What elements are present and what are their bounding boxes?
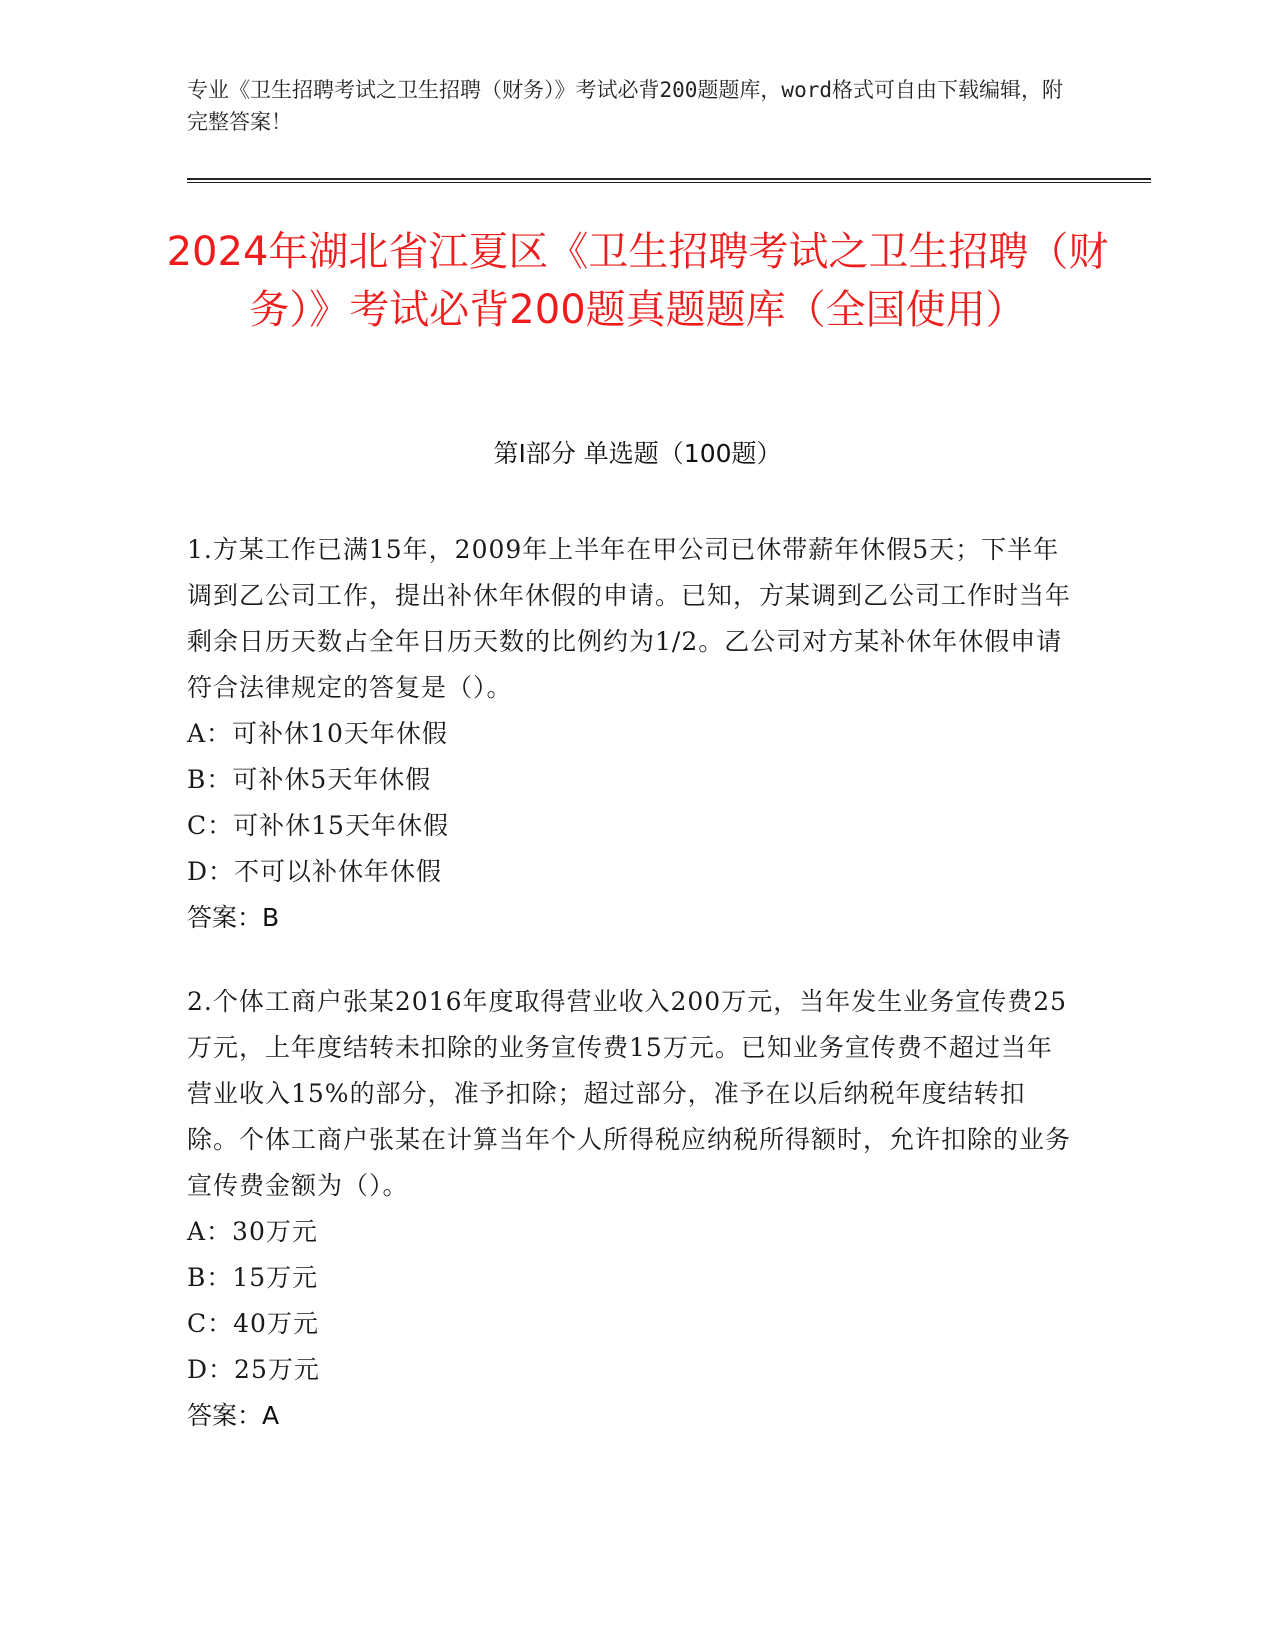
option-a: A：可补休10天年休假 <box>187 719 448 748</box>
answer-line: 答案：B <box>187 903 280 932</box>
question-stem: 1.方某工作已满15年，2009年上半年在甲公司已休带薪年休假5天；下半年调到乙公司工作，提出补休年休假的申请。已知，方某调到乙公司工作时当年剩余日历天数占全年日历天数的比例约为1/2。乙公司对方某补休年休假申请符合法律规定的答复是（）。 <box>187 535 1072 702</box>
answer-line: 答案：A <box>187 1401 280 1430</box>
document-title: 2024年湖北省江夏区《卫生招聘考试之卫生招聘（财务）》考试必背200题真题题库（全国使用） <box>166 229 1109 333</box>
option-b: B：15万元 <box>187 1263 319 1292</box>
option-d: D：不可以补休年休假 <box>187 857 443 886</box>
option-b: B：可补休5天年休假 <box>187 765 432 794</box>
question-block <box>187 527 1077 941</box>
question-stem: 2.个体工商户张某2016年度取得营业收入200万元，当年发生业务宣传费25万元，上年度结转未扣除的业务宣传费15万元。已知业务宣传费不超过当年营业收入15%的部分，准予扣除；超过部分，准予在以后纳税年度结转扣除。个体工商户张某在计算当年个人所得税应纳税所得额时，允许扣除的业务宣传费金额为（）。 <box>187 987 1072 1200</box>
option-a: A：30万元 <box>187 1217 318 1246</box>
option-c: C：可补休15天年休假 <box>187 811 449 840</box>
option-d: D：25万元 <box>187 1355 320 1384</box>
header-note: 专业《卫生招聘考试之卫生招聘（财务）》考试必背200题题库，word格式可自由下载编辑，附完整答案！ <box>187 78 1063 134</box>
header-divider-thick <box>187 178 1151 180</box>
header-divider-thin <box>187 182 1151 183</box>
option-c: C：40万元 <box>187 1309 319 1338</box>
question-block <box>187 979 1077 1439</box>
section-heading: 第I部分 单选题（100题） <box>493 439 782 468</box>
